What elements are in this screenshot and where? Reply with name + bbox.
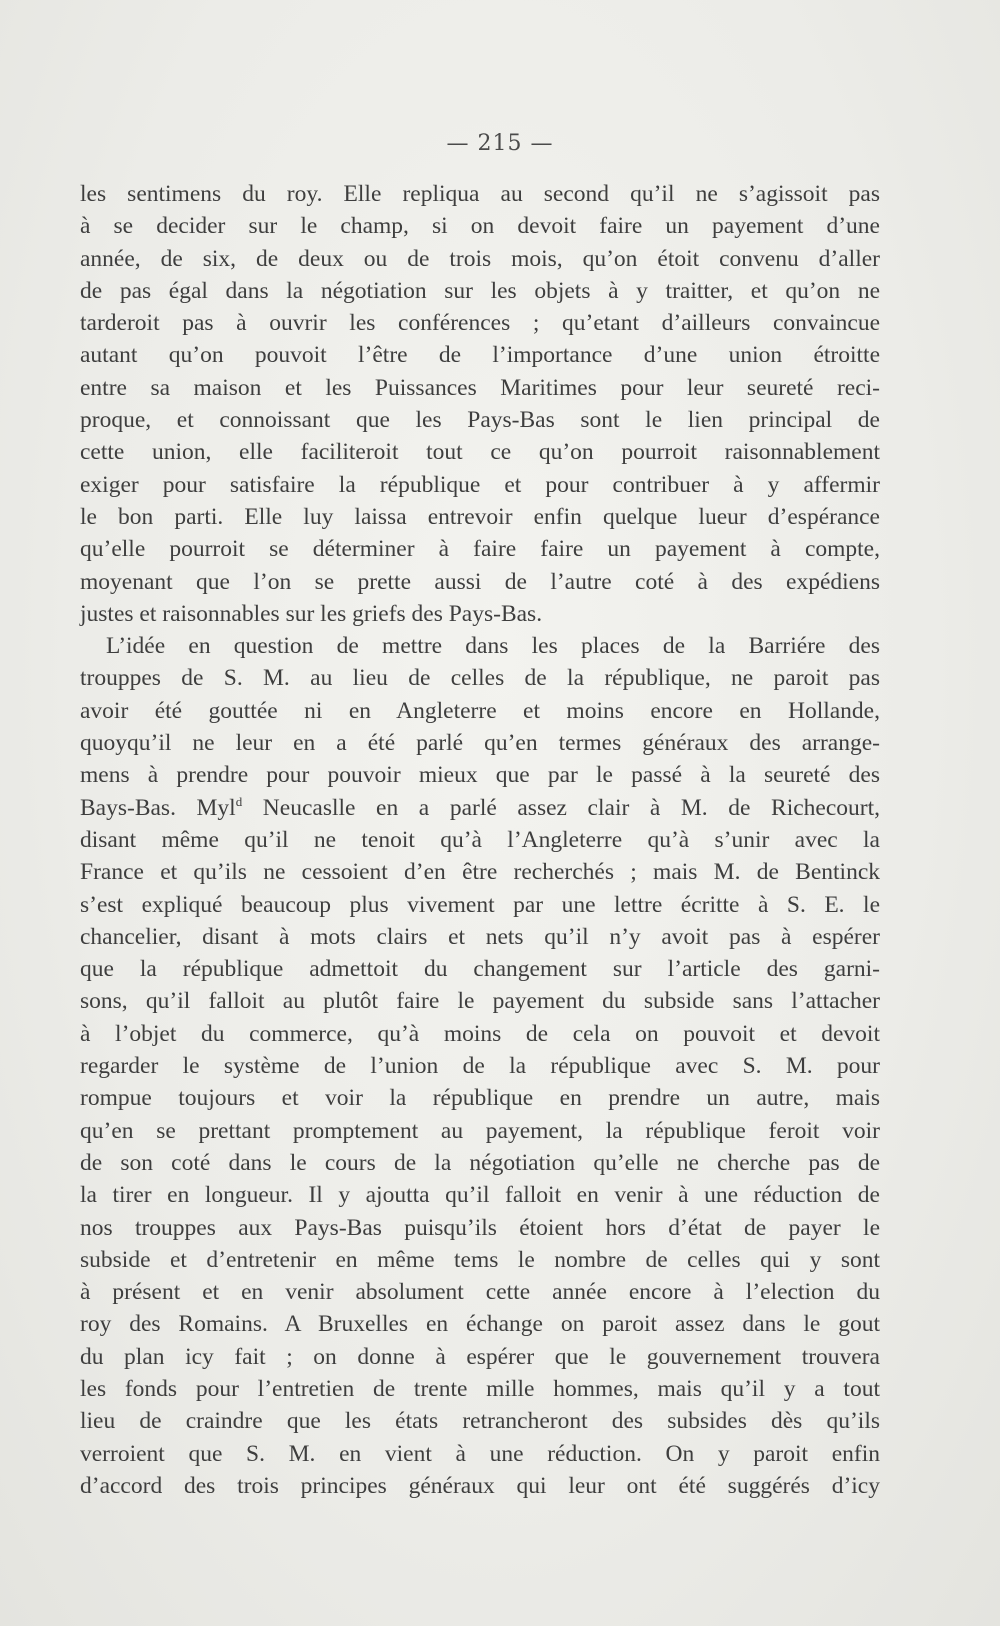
text-line: qu’elle pourroit se déterminer à faire faire un payement à compte, [80, 536, 880, 563]
text-line: d’accord des trois principes généraux qui leur ont été suggérés d’icy [80, 1472, 880, 1499]
text-line: avoir été gouttée ni en Angleterre et moins encore en Hollande, [80, 697, 880, 724]
text-line: L’idée en question de mettre dans les places de la Barriére des [106, 633, 880, 660]
text-line: à l’objet du commerce, qu’à moins de cela on pouvoit et devoit [80, 1020, 880, 1047]
text-line: roy des Romains. A Bruxelles en échange on paroit assez dans le gout [80, 1311, 880, 1338]
text-line: du plan icy fait ; on donne à espérer que le gouvernement trouvera [80, 1343, 880, 1370]
text-line: exiger pour satisfaire la république et pour contribuer à y affermir [80, 471, 880, 498]
text-line: le bon parti. Elle luy laissa entrevoir enfin quelque lueur d’espérance [80, 503, 880, 530]
text-line: à se decider sur le champ, si on devoit faire un payement d’une [80, 213, 880, 240]
text-line: proque, et connoissant que les Pays-Bas sont le lien principal de [80, 407, 880, 434]
text-line: trouppes de S. M. au lieu de celles de la république, ne paroit pas [80, 665, 880, 692]
text-line: rompue toujours et voir la république en prendre un autre, mais [80, 1085, 880, 1112]
text-line: cette union, elle faciliteroit tout ce qu’on pourroit raisonnablement [80, 439, 880, 466]
text-line: autant qu’on pouvoit l’être de l’importance d’une union étroitte [80, 342, 880, 369]
text-line: verroient que S. M. en vient à une réduction. On y paroit enfin [80, 1440, 880, 1467]
text-line: disant même qu’il ne tenoit qu’à l’Angleterre qu’à s’unir avec la [80, 826, 880, 853]
text-line: Bays-Bas. Myl$^d$ Neucaslle en a parlé assez clair à M. de Richecourt, [80, 793, 881, 821]
text-line: qu’en se prettant promptement au payement, la république feroit voir [80, 1117, 880, 1144]
page-number: — 215 — [446, 131, 554, 156]
text-line: regarder le système de l’union de la république avec S. M. pour [80, 1053, 880, 1080]
text-line: France et qu’ils ne cessoient d’en être recherchés ; mais M. de Bentinck [80, 859, 880, 886]
text-line: de son coté dans le cours de la négotiation qu’elle ne cherche pas de [80, 1149, 880, 1176]
text-line: les fonds pour l’entretien de trente mille hommes, mais qu’il y a tout [80, 1375, 880, 1402]
text-line: quoyqu’il ne leur en a été parlé qu’en termes généraux des arrange- [80, 730, 880, 757]
text-line: justes et raisonnables sur les griefs des Pays-Bas. [80, 600, 543, 627]
text-line: de pas égal dans la négotiation sur les objets à y traitter, et qu’on ne [80, 277, 880, 304]
text-line: sons, qu’il falloit au plutôt faire le payement du subside sans l’attacher [80, 988, 880, 1015]
text-line: que la république admettoit du changement sur l’article des garni- [80, 956, 880, 983]
text-line: moyenant que l’on se prette aussi de l’autre coté à des expédiens [80, 568, 880, 595]
text-line: nos trouppes aux Pays-Bas puisqu’ils étoient hors d’état de payer le [80, 1214, 880, 1241]
text-line: la tirer en longueur. Il y ajoutta qu’il falloit en venir à une réduction de [80, 1182, 880, 1209]
text-line: à présent et en venir absolument cette année encore à l’election du [80, 1279, 880, 1306]
body-text [80, 178, 880, 1502]
text-line: année, de six, de deux ou de trois mois, qu’on étoit convenu d’aller [80, 245, 880, 272]
text-line: tarderoit pas à ouvrir les conférences ; qu’etant d’ailleurs convaincue [80, 310, 880, 337]
text-line: subside et d’entretenir en même tems le nombre de celles qui y sont [80, 1246, 880, 1273]
text-line: entre sa maison et les Puissances Maritimes pour leur seureté reci- [80, 374, 880, 401]
text-line: mens à prendre pour pouvoir mieux que par le passé à la seureté des [80, 762, 880, 789]
text-line: lieu de craindre que les états retrancheront des subsides dès qu’ils [80, 1408, 880, 1435]
text-line: chancelier, disant à mots clairs et nets qu’il n’y avoit pas à espérer [80, 923, 880, 950]
text-line: s’est expliqué beaucoup plus vivement par une lettre écritte à S. E. le [80, 891, 880, 918]
text-line: les sentimens du roy. Elle repliqua au second qu’il ne s’agissoit pas [80, 181, 880, 207]
